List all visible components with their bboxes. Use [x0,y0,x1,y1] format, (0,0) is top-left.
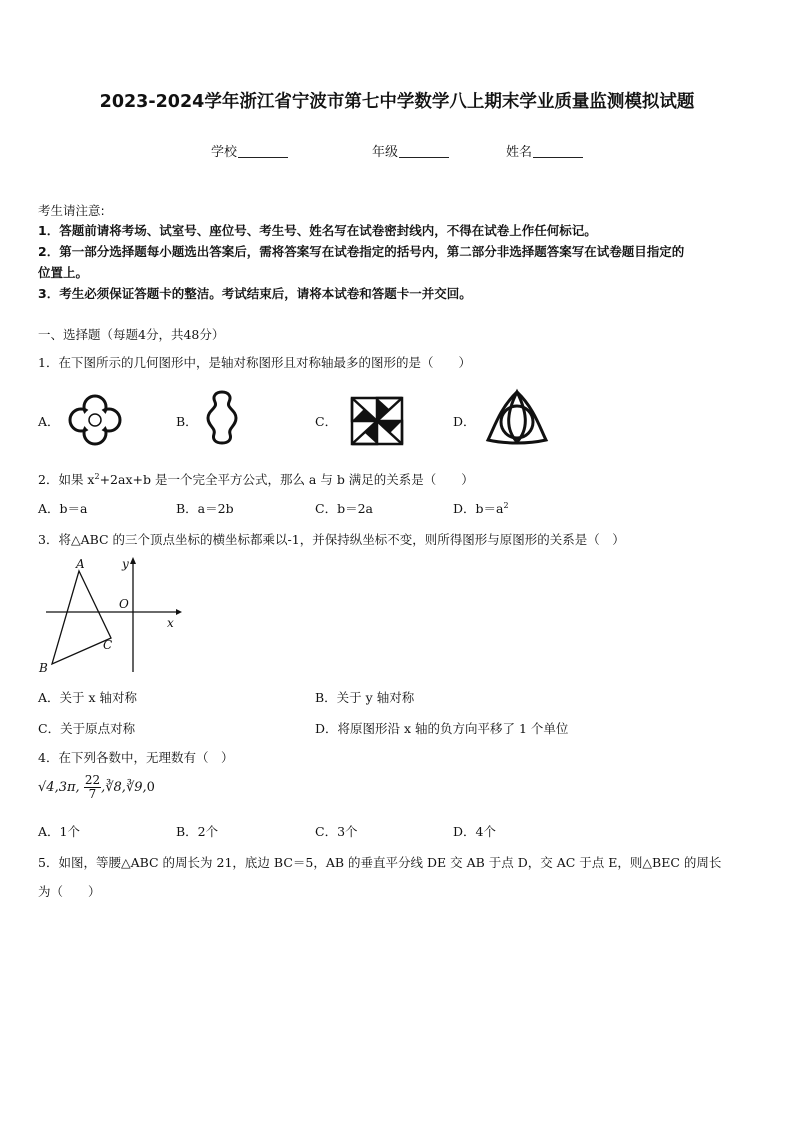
q2-option-d: D．$b=a^2$ [453,501,509,516]
q1-option-d-label: D． [453,414,476,429]
q3-option-b: B．关于 y 轴对称 [315,690,415,705]
q4-option-c: C．3个 [315,824,358,839]
grade-field[interactable] [372,141,449,160]
page-title: 2023-2024学年浙江省宁波市第七中学数学八上期末学业质量监测模拟试题 [99,92,695,112]
q3-option-c: C．关于原点对称 [38,721,136,736]
figure-label-c: C [103,638,113,652]
q3-stem: 3．将△ABC 的三个顶点坐标的横坐标都乘以-1，并保持纵坐标不变，则所得图形与原图形的关系是（ ） [38,532,625,547]
q4-option-d: D．4个 [453,824,496,839]
q4-stem: 4．在下列各数中，无理数有（ ） [38,750,234,765]
q2-option-a: A．b＝a [38,501,88,516]
q4-option-a: A．1个 [38,824,80,839]
notice-item-2-cont: 位置上。 [38,265,89,280]
notice-item-1: 1．答题前请将考场、试室号、座位号、考生号、姓名写在试卷密封线内，不得在试卷上作任何标记。 [38,223,597,238]
figure-label-a: A [76,557,85,571]
pinwheel-icon [348,394,406,448]
q3-option-d: D．将原图形沿 x 轴的负方向平移了 1 个单位 [315,721,569,736]
q2-option-b: B．a＝2b [176,501,234,516]
figure-label-b: B [39,661,48,675]
triangle-coordinate-figure [36,556,182,676]
figure-label-y: y [122,557,129,571]
q1-option-a-label: A． [38,414,60,429]
name-label: 姓名 [506,145,533,160]
figure-label-o: O [119,597,129,611]
grade-label: 年级 [372,145,399,160]
q4-option-b: B．2个 [176,824,219,839]
q2-option-c: C．b＝2a [315,501,373,516]
q3-option-a: A．关于 x 轴对称 [38,690,138,705]
q1-option-b-label: B． [176,414,198,429]
q4-expression: √4,3π, $\frac{22}{7}$ ,∛8,∛9,0 [38,773,155,801]
school-blank[interactable] [238,144,288,158]
q5-line-2: 为（ ） [38,884,101,899]
section-heading: 一、选择题（每题4分，共48分） [38,327,225,342]
q2-stem: 2．如果 $x^2+2ax+b$ 是一个完全平方公式，那么 a 与 b 满足的关系是（ ） [38,472,474,487]
trefoil-circle-icon [484,388,550,450]
four-petal-flower-icon [63,393,127,447]
grade-blank[interactable] [399,144,449,158]
q1-stem: 1．在下图所示的几何图形中，是轴对称图形且对称轴最多的图形的是（ ） [38,355,471,370]
notice-heading: 考生请注意: [38,203,105,218]
name-blank[interactable] [533,144,583,158]
fraction-22-7: $\frac{22}{7}$ [84,773,101,801]
notice-item-2: 2．第一部分选择题每小题选出答案后，需将答案写在试卷指定的括号内，第二部分非选择题答案写在试卷题目指定的 [38,244,685,259]
q1-option-c-label: C． [315,414,338,429]
q5-line-1: 5．如图，等腰△ABC 的周长为 21，底边 BC＝5，AB 的垂直平分线 DE 交 AB 于点 D，交 AC 于点 E，则△BEC 的周长 [38,855,722,870]
wavy-vase-icon [198,388,246,446]
school-label: 学校 [211,145,238,160]
name-field[interactable] [506,141,583,160]
figure-label-x: x [167,616,174,630]
notice-item-3: 3．考生必须保证答题卡的整洁。考试结束后，请将本试卷和答题卡一并交回。 [38,286,472,301]
school-field[interactable] [211,141,288,160]
